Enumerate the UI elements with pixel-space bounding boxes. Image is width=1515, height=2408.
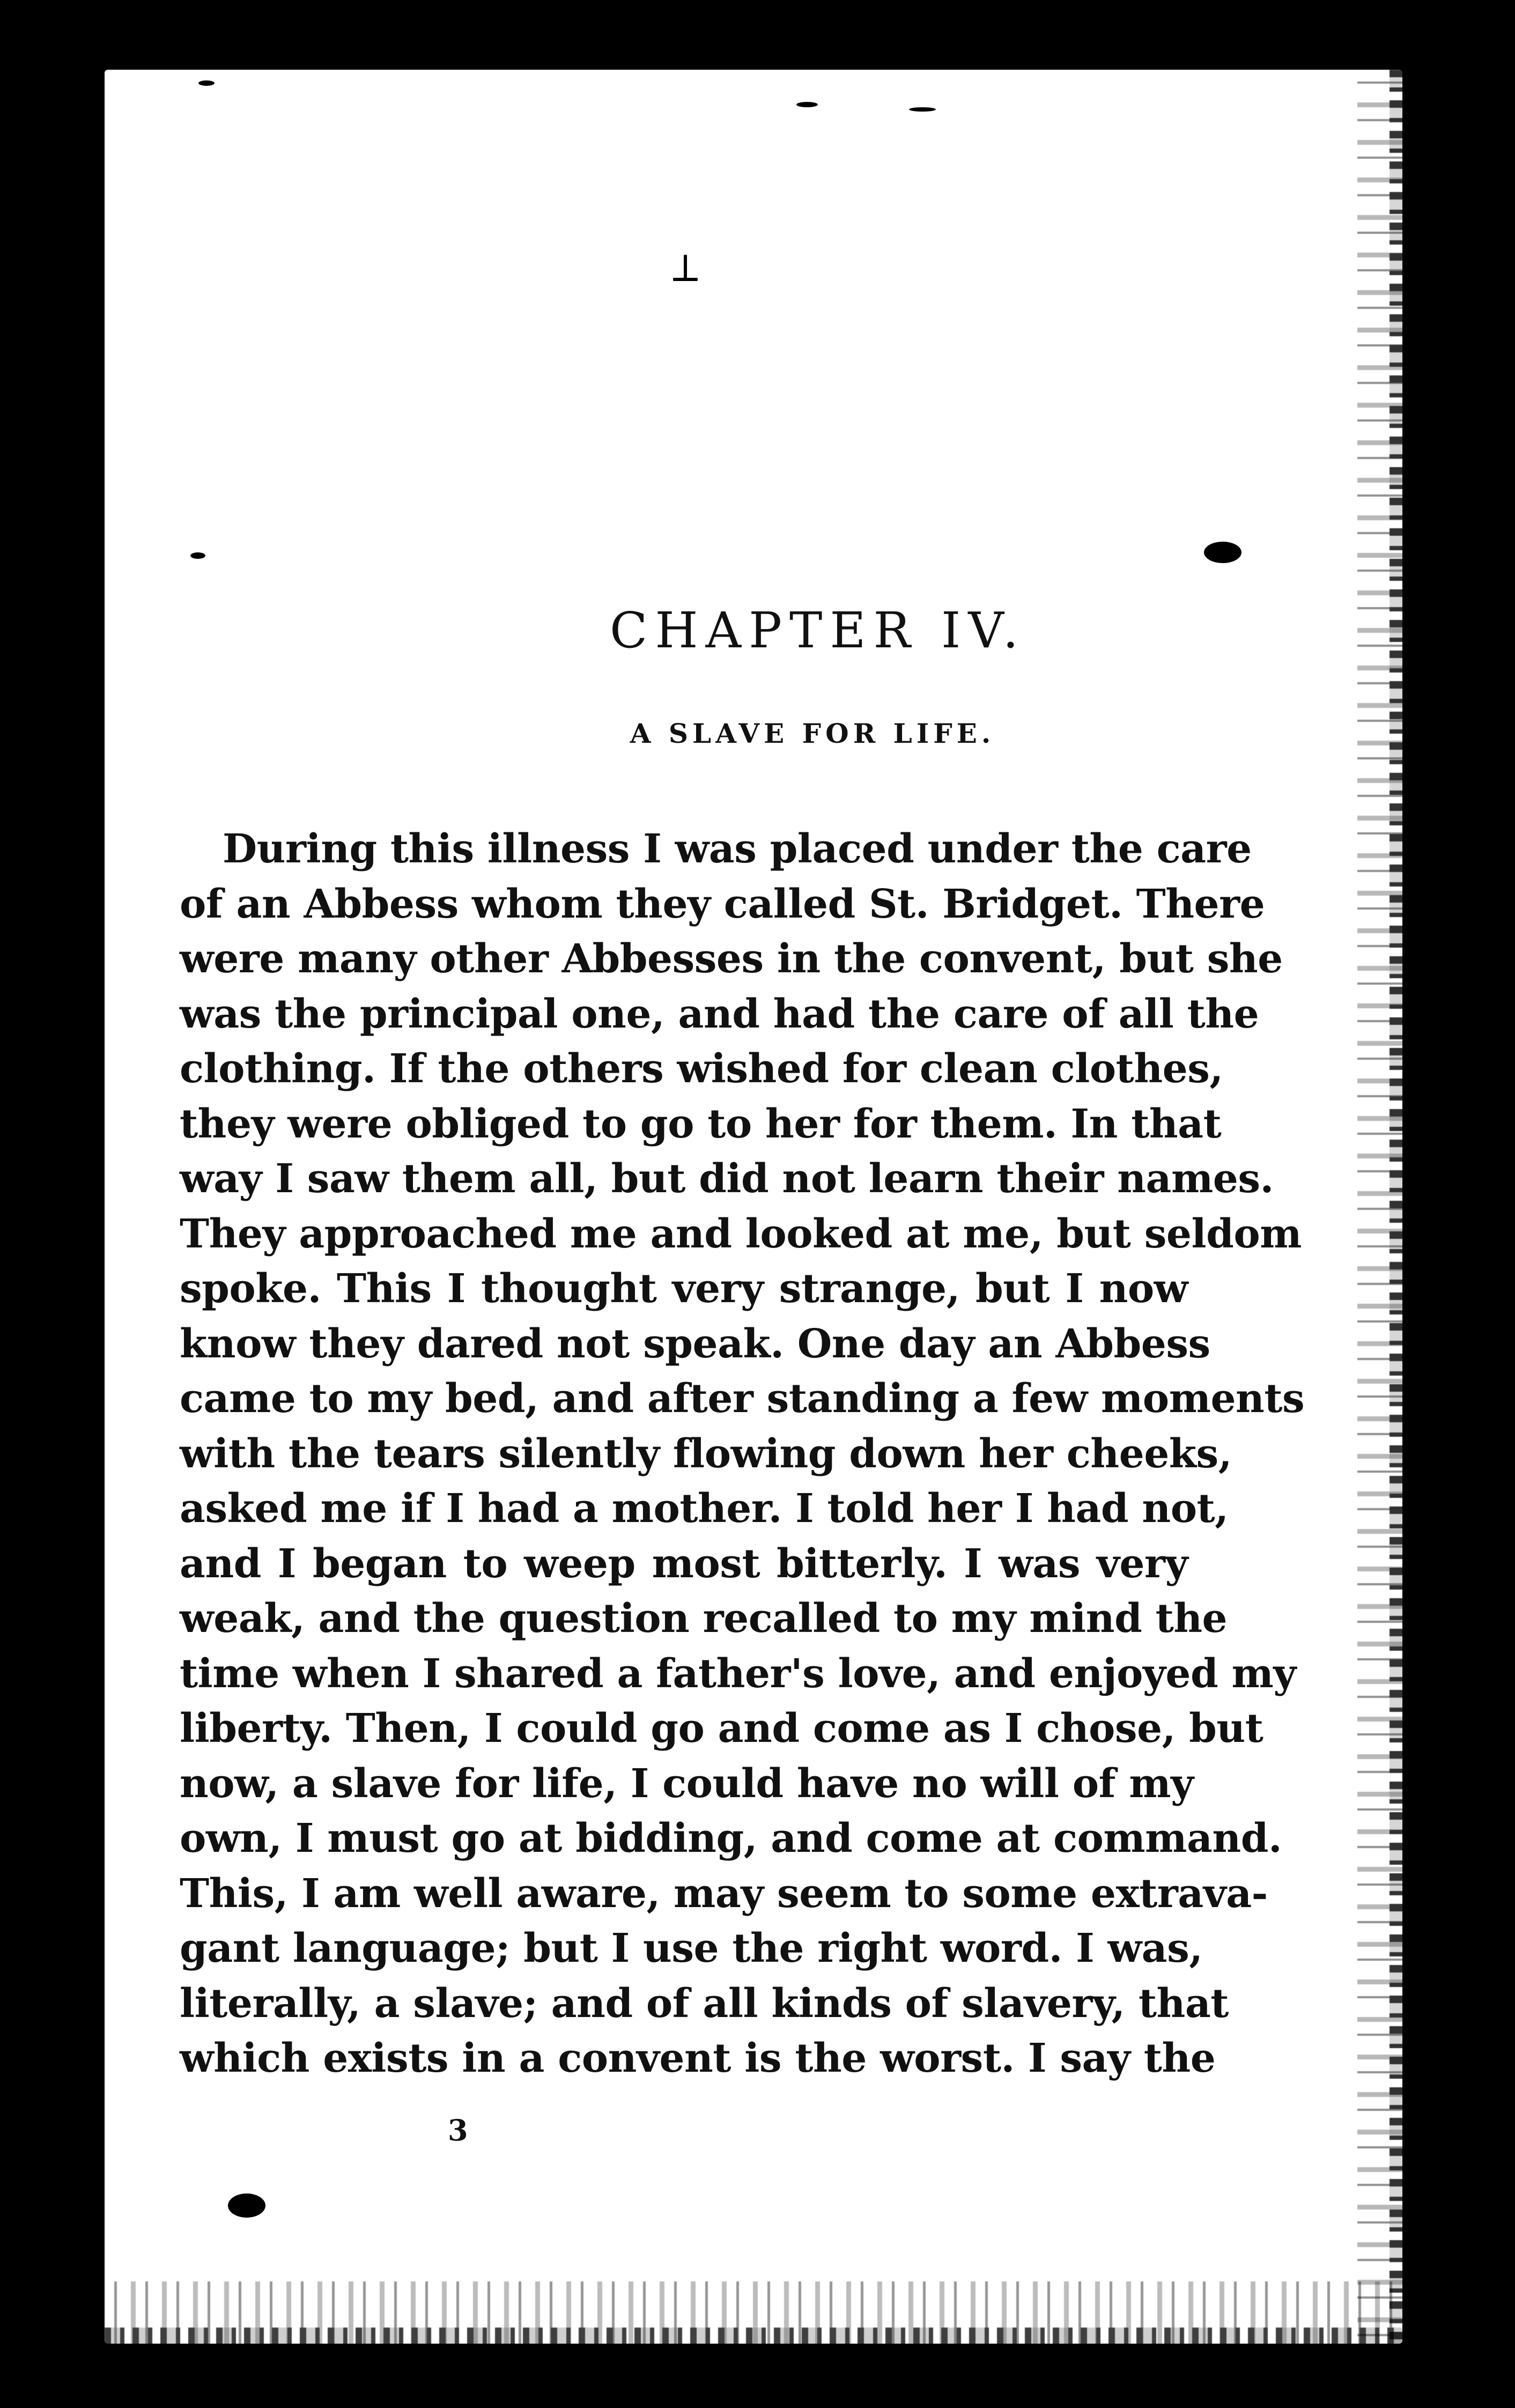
text-line: came to my bed, and after standing a few moments	[180, 1376, 1305, 1422]
scan-speck	[190, 552, 205, 559]
text-line: clothing. If the others wished for clean clothes,	[180, 1046, 1223, 1092]
scan-speck	[673, 278, 698, 281]
text-line: liberty. Then, I could go and come as I chose, but	[180, 1705, 1263, 1752]
text-line: way I saw them all, but did not learn their names.	[180, 1156, 1274, 1202]
scan-speck	[909, 107, 936, 112]
scan-speck	[1183, 2370, 1188, 2376]
body-paragraph	[180, 822, 1305, 2086]
scan-speck	[1204, 542, 1241, 563]
text-line: was the principal one, and had the care of all the	[180, 991, 1259, 1037]
chapter-subtitle: A SLAVE FOR LIFE.	[630, 718, 995, 749]
text-line: they were obliged to go to her for them. In that	[180, 1100, 1222, 1147]
page-edge-stain-right	[1357, 70, 1406, 2344]
text-line: know they dared not speak. One day an Abbess	[180, 1320, 1210, 1367]
book-page	[105, 70, 1402, 2344]
text-line: spoke. This I thought very strange, but I now	[180, 1266, 1188, 1312]
text-line: They approached me and looked at me, but seldom	[180, 1210, 1302, 1257]
text-line: time when I shared a father's love, and enjoyed my	[180, 1650, 1296, 1697]
text-line: own, I must go at bidding, and come at command.	[180, 1815, 1282, 1862]
scan-speck	[684, 255, 687, 278]
text-line: gant language; but I use the right word. I was,	[180, 1925, 1203, 1971]
text-line: with the tears silently flowing down her cheeks,	[180, 1430, 1232, 1477]
text-line: which exists in a convent is the worst. I say the	[180, 2035, 1216, 2081]
text-line: of an Abbess whom they called St. Bridget. There	[180, 881, 1265, 927]
text-line: During this illness I was placed under the care	[223, 826, 1252, 872]
text-line: literally, a slave; and of all kinds of slavery, that	[180, 1980, 1229, 2027]
text-line: and I began to weep most bitterly. I was very	[180, 1540, 1188, 1587]
text-line: were many other Abbesses in the convent, but she	[180, 936, 1283, 982]
text-line: asked me if I had a mother. I told her I had not,	[180, 1486, 1229, 1532]
text-line: weak, and the question recalled to my mind the	[180, 1596, 1228, 1642]
page-edge-stain-bottom	[105, 2281, 1402, 2346]
text-line: now, a slave for life, I could have no will of my	[180, 1760, 1194, 1807]
text-line: This, I am well aware, may seem to some extrava-	[180, 1870, 1268, 1917]
scan-speck	[198, 80, 215, 86]
scan-speck	[228, 2193, 265, 2218]
scan-speck	[796, 102, 818, 107]
chapter-title: CHAPTER IV.	[610, 602, 1026, 659]
page-number: 3	[448, 2113, 468, 2147]
